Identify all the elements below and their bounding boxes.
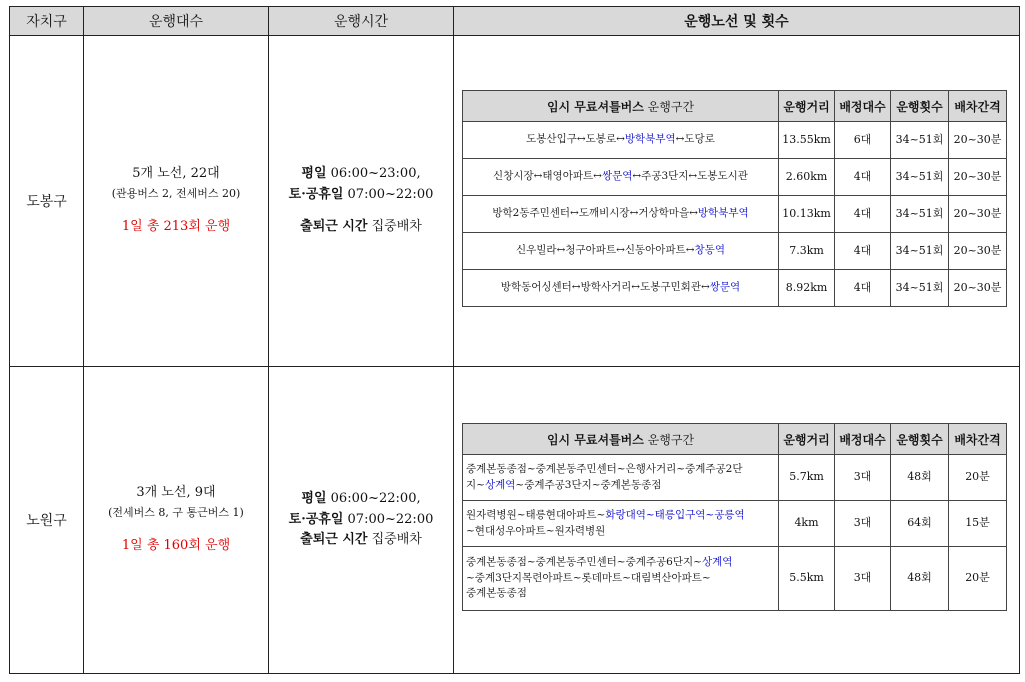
count-line: 5개 노선, 22대 bbox=[132, 166, 220, 182]
weekend-time: 07:00~22:00 bbox=[343, 186, 434, 202]
table-row: 신우빌라↔청구아파트↔신동아아파트↔창동역 7.3km 4대 34~51회 20~30분 bbox=[463, 233, 1007, 270]
hours-cell-dobong bbox=[269, 36, 454, 367]
sub-header-vehicles: 배정대수 bbox=[835, 91, 891, 122]
weekend-label: 토·공휴일 bbox=[288, 186, 344, 202]
table-row: 신창시장↔태영아파트↔쌍문역↔주공3단지↔도봉도시관 2.60km 4대 34~51회 20~30분 bbox=[463, 159, 1007, 196]
sub-header-vehicles: 배정대수 bbox=[835, 424, 891, 455]
count-cell-nowon bbox=[84, 367, 269, 674]
sub-header-trips: 운행횟수 bbox=[891, 424, 949, 455]
sub-header-section: 임시 무료셔틀버스 운행구간 bbox=[463, 91, 779, 122]
header-hours: 운행시간 bbox=[269, 7, 454, 36]
rush-label: 출퇴근 시간 bbox=[300, 219, 368, 235]
header-district: 자치구 bbox=[10, 7, 84, 36]
routes-cell-nowon bbox=[454, 367, 1020, 674]
hours-cell-nowon bbox=[269, 367, 454, 674]
nowon-routes-table bbox=[462, 423, 1007, 611]
district-dobong: 도봉구 bbox=[10, 36, 84, 367]
weekend-label: 토·공휴일 bbox=[288, 511, 344, 527]
rush-suffix: 집중배차 bbox=[367, 219, 422, 235]
routes-cell-dobong bbox=[454, 36, 1020, 367]
sub-header-distance: 운행거리 bbox=[779, 91, 835, 122]
header-count: 운행대수 bbox=[84, 7, 269, 36]
rush-label: 출퇴근 시간 bbox=[300, 532, 368, 548]
total-line: 1일 총 213회 운행 bbox=[121, 218, 231, 234]
weekday-label: 평일 bbox=[301, 165, 327, 181]
district-nowon: 노원구 bbox=[10, 367, 84, 674]
table-row: 방학2동주민센터↔도깨비시장↔거상학마을↔방학북부역 10.13km 4대 34~51회 20~30분 bbox=[463, 196, 1007, 233]
weekday-label: 평일 bbox=[301, 490, 327, 506]
sub-header-distance: 운행거리 bbox=[779, 424, 835, 455]
sub-header-interval: 배차간격 bbox=[949, 91, 1007, 122]
shuttle-table bbox=[9, 6, 1020, 674]
count-cell-dobong bbox=[84, 36, 269, 367]
sub-header-section: 임시 무료셔틀버스 운행구간 bbox=[463, 424, 779, 455]
sub-header-trips: 운행횟수 bbox=[891, 91, 949, 122]
count-line: 3개 노선, 9대 bbox=[136, 485, 216, 501]
weekday-time: 06:00~22:00, bbox=[326, 490, 421, 506]
sub-header-interval: 배차간격 bbox=[949, 424, 1007, 455]
header-routes: 운행노선 및 횟수 bbox=[454, 7, 1020, 36]
table-row: 중계본동종점~중계본동주민센터~은행사거리~중계주공2단 지~상계역~중계주공3단지~중계본동종점 5.7km 3대 48회 20분 bbox=[463, 455, 1007, 501]
table-row: 방학동어싱센터↔방학사거리↔도봉구민회관↔쌍문역 8.92km 4대 34~51회 20~30분 bbox=[463, 270, 1007, 307]
detail-line: (관용버스 2, 전세버스 20) bbox=[111, 187, 241, 201]
detail-line: (전세버스 8, 구 통근버스 1) bbox=[108, 506, 244, 520]
weekday-time: 06:00~23:00, bbox=[326, 165, 421, 181]
table-row: 중계본동종점~중계본동주민센터~중계주공6단지~상계역 ~중계3단지목련아파트~롯데마트~대림벽산아파트~ 중계본동종점 5.5km 3대 48회 20분 bbox=[463, 547, 1007, 611]
weekend-time: 07:00~22:00 bbox=[343, 511, 434, 527]
table-row: 원자력병원~태릉현대아파트~화랑대역~태릉입구역~공릉역 ~현대성우아파트~원자력병원 4km 3대 64회 15분 bbox=[463, 501, 1007, 547]
table-row: 도봉산입구↔도봉로↔방학북부역↔도당로 13.55km 6대 34~51회 20~30분 bbox=[463, 122, 1007, 159]
dobong-routes-table bbox=[462, 90, 1007, 307]
total-line: 1일 총 160회 운행 bbox=[121, 537, 231, 553]
rush-suffix: 집중배차 bbox=[367, 532, 422, 548]
